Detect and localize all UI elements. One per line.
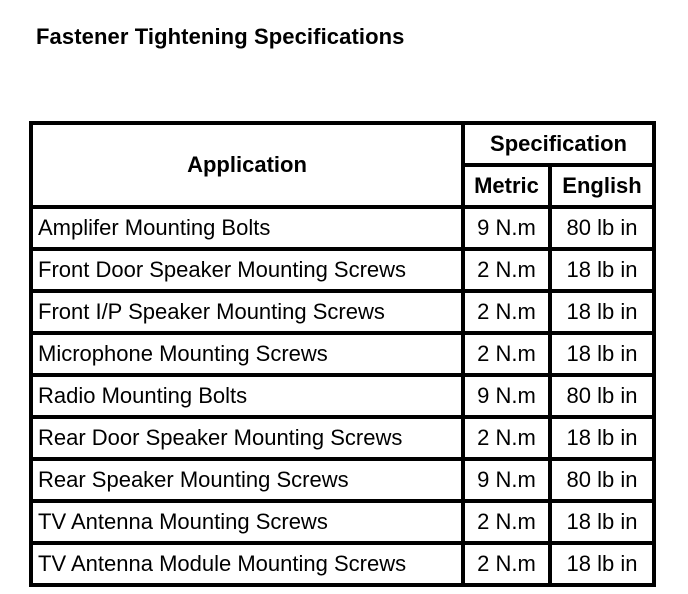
english-cell: 80 lb in [550,459,654,501]
application-cell: Microphone Mounting Screws [31,333,463,375]
table-row [31,333,654,375]
fastener-spec-table [29,121,656,587]
application-cell: Amplifer Mounting Bolts [31,207,463,249]
metric-cell: 2 N.m [463,543,550,585]
table-row [31,207,654,249]
metric-cell: 9 N.m [463,207,550,249]
application-cell: TV Antenna Module Mounting Screws [31,543,463,585]
application-header: Application [31,123,463,207]
metric-cell: 2 N.m [463,501,550,543]
english-cell: 18 lb in [550,249,654,291]
table-row [31,249,654,291]
metric-cell: 9 N.m [463,375,550,417]
english-header: English [550,165,654,207]
english-cell: 18 lb in [550,291,654,333]
specification-header: Specification [463,123,654,165]
english-cell: 18 lb in [550,417,654,459]
page-title: Fastener Tightening Specifications [36,24,405,49]
metric-header: Metric [463,165,550,207]
application-cell: Front Door Speaker Mounting Screws [31,249,463,291]
metric-cell: 2 N.m [463,333,550,375]
table-row [31,291,654,333]
metric-cell: 2 N.m [463,291,550,333]
application-cell: Rear Door Speaker Mounting Screws [31,417,463,459]
application-cell: TV Antenna Mounting Screws [31,501,463,543]
english-cell: 80 lb in [550,207,654,249]
metric-cell: 2 N.m [463,417,550,459]
english-cell: 18 lb in [550,333,654,375]
metric-cell: 2 N.m [463,249,550,291]
application-cell: Front I/P Speaker Mounting Screws [31,291,463,333]
table-row [31,501,654,543]
english-cell: 80 lb in [550,375,654,417]
english-cell: 18 lb in [550,543,654,585]
application-cell: Rear Speaker Mounting Screws [31,459,463,501]
table-row [31,375,654,417]
table-row [31,459,654,501]
table-row [31,417,654,459]
header-row [31,123,654,165]
table-row [31,543,654,585]
application-cell: Radio Mounting Bolts [31,375,463,417]
metric-cell: 9 N.m [463,459,550,501]
english-cell: 18 lb in [550,501,654,543]
